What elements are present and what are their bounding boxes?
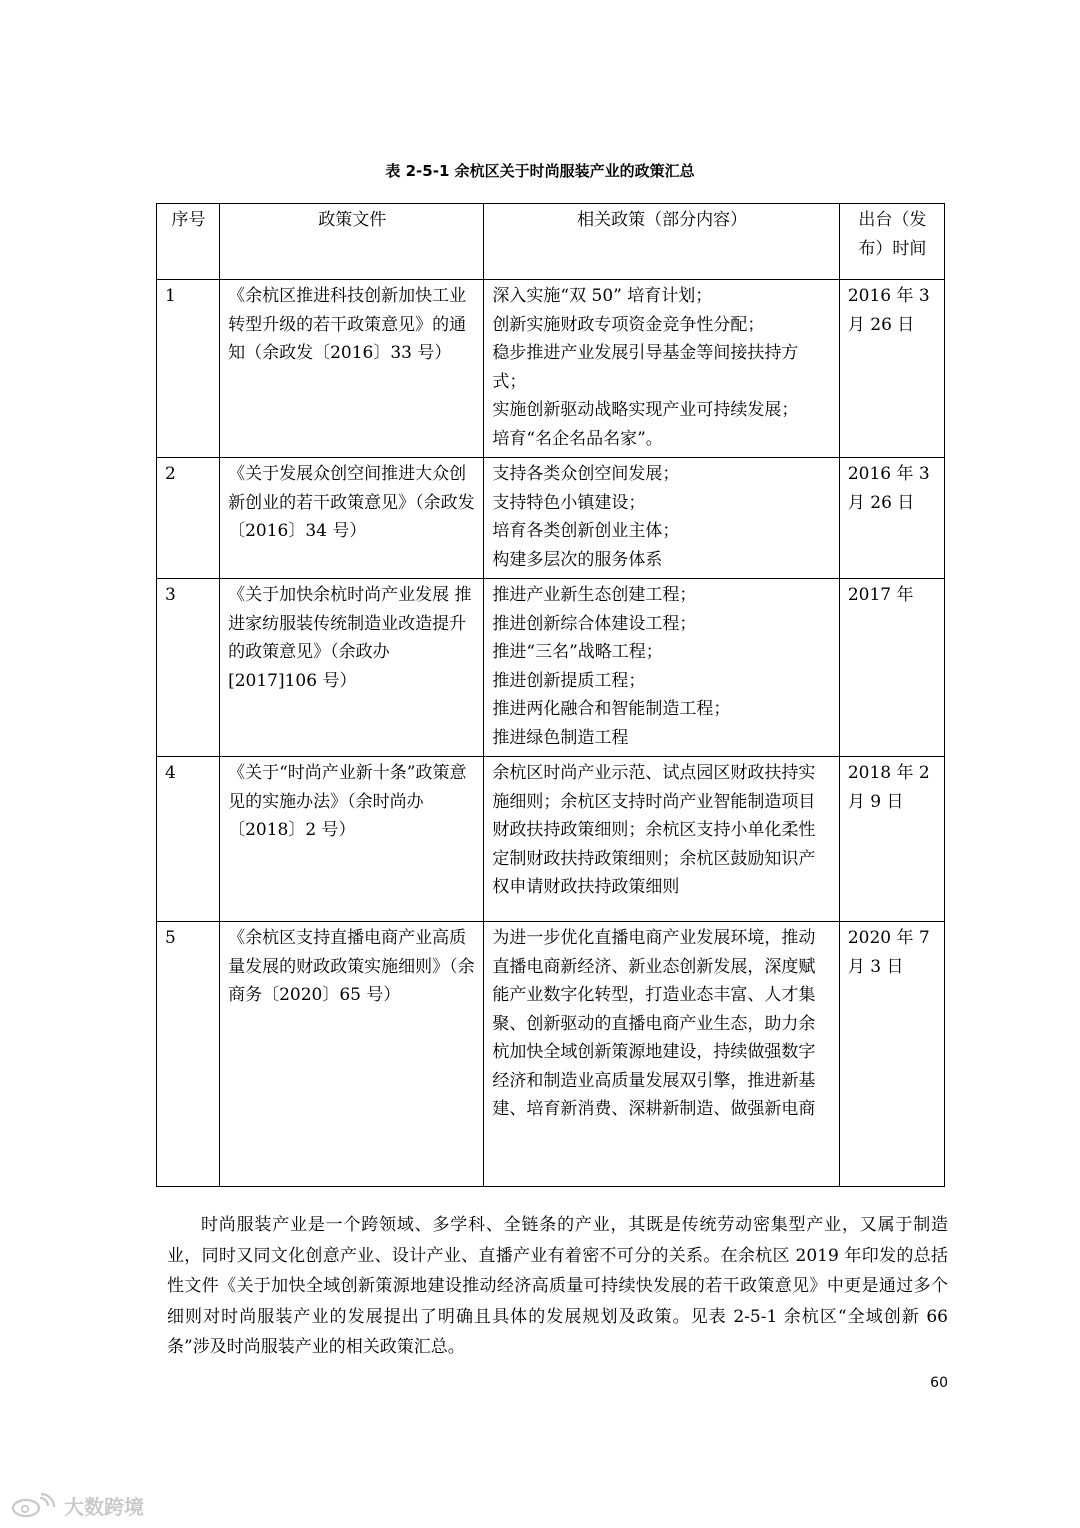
policy-item: 构建多层次的服务体系 — [492, 549, 663, 570]
row-date: 2017 年 — [839, 579, 944, 757]
policy-table — [156, 203, 945, 1187]
table-row — [157, 922, 945, 1187]
body-paragraph: 时尚服装产业是一个跨领域、多学科、全链条的产业，其既是传统劳动密集型产业，又属于制造业，同时又同文化创意产业、设计产业、直播产业有着密不可分的关系。在余杭区 2019 年印发的总括性文件《关于加快全域创新策源地建设推动经济高质量可持续快发展的若干政策意见》中更是通过多个细则对时尚服装产业的发展提出了明确且具体的发展规划及政策。见表 2-5-1 余杭区“全域创新 66 条”涉及时尚服装产业的相关政策汇总。 — [167, 1215, 948, 1357]
row-doc: 《余杭区推进科技创新加快工业转型升级的若干政策意见》的通知（余政发〔2016〕33 号） — [220, 280, 484, 458]
policy-item: 培育各类创新创业主体； — [492, 521, 680, 541]
policy-item: 支持特色小镇建设； — [492, 492, 646, 513]
table-caption: 表 2-5-1 余杭区关于时尚服装产业的政策汇总 — [385, 162, 695, 180]
header-doc: 政策文件 — [220, 204, 484, 280]
row-policy — [484, 579, 839, 757]
table-row — [157, 458, 945, 579]
row-doc: 《关于“时尚产业新十条”政策意见的实施办法》（余时尚办〔2018〕2 号） — [220, 757, 484, 922]
row-policy: 余杭区时尚产业示范、试点园区财政扶持实施细则；余杭区支持时尚产业智能制造项目财政扶持政策细则；余杭区支持小单化柔性定制财政扶持政策细则；余杭区鼓励知识产权申请财政扶持政策细则 — [484, 757, 839, 922]
table-row — [157, 280, 945, 458]
row-policy — [484, 280, 839, 458]
table-header-row — [157, 204, 945, 280]
row-no: 2 — [157, 458, 220, 579]
row-date: 2016 年 3 月 26 日 — [839, 280, 944, 458]
watermark-text: 大数跨境 — [64, 1494, 144, 1519]
row-policy — [484, 458, 839, 579]
policy-item: 推进绿色制造工程 — [492, 727, 629, 748]
policy-item: 支持各类众创空间发展； — [492, 464, 680, 484]
policy-item: 推进“三名”战略工程； — [492, 642, 663, 662]
row-no: 1 — [157, 280, 220, 458]
policy-item: 创新实施财政专项资金竞争性分配； — [492, 314, 765, 335]
header-date: 出台（发布）时间 — [839, 204, 944, 280]
row-doc: 《余杭区支持直播电商产业高质量发展的财政政策实施细则》（余商务〔2020〕65 号） — [220, 922, 484, 1187]
policy-item: 推进产业新生态创建工程； — [492, 585, 697, 605]
weibo-logo-icon — [10, 1492, 58, 1518]
row-no: 5 — [157, 922, 220, 1187]
policy-item: 稳步推进产业发展引导基金等间接扶持方式； — [492, 343, 799, 392]
policy-item: 推进创新综合体建设工程； — [492, 613, 697, 634]
row-no: 4 — [157, 757, 220, 922]
row-doc: 《关于加快余杭时尚产业发展 推进家纺服装传统制造业改造提升的政策意见》（余政办[2017]106 号） — [220, 579, 484, 757]
policy-item: 深入实施“双 50” 培育计划； — [492, 286, 713, 306]
watermark — [10, 1492, 144, 1518]
row-doc: 《关于发展众创空间推进大众创新创业的若干政策意见》（余政发〔2016〕34 号） — [220, 458, 484, 579]
table-row — [157, 579, 945, 757]
row-date: 2016 年 3 月 26 日 — [839, 458, 944, 579]
page-number: 60 — [930, 1375, 948, 1391]
policy-item: 实施创新驱动战略实现产业可持续发展； — [492, 400, 799, 420]
row-date: 2018 年 2 月 9 日 — [839, 757, 944, 922]
policy-item: 培育“名企名品名家”。 — [492, 428, 663, 449]
table-row — [157, 757, 945, 922]
row-policy: 为进一步优化直播电商产业发展环境，推动直播电商新经济、新业态创新发展，深度赋能产业数字化转型，打造业态丰富、人才集聚、创新驱动的直播电商产业生态，助力余杭加快全域创新策源地建设，持续做强数字经济和制造业高质量发展双引擎，推进新基建、培育新消费、深耕新制造、做强新电商 — [484, 922, 839, 1187]
policy-item: 推进两化融合和智能制造工程； — [492, 699, 731, 719]
header-policy: 相关政策（部分内容） — [484, 204, 839, 280]
header-no: 序号 — [157, 204, 220, 280]
row-no: 3 — [157, 579, 220, 757]
policy-item: 推进创新提质工程； — [492, 670, 646, 691]
row-date: 2020 年 7 月 3 日 — [839, 922, 944, 1187]
